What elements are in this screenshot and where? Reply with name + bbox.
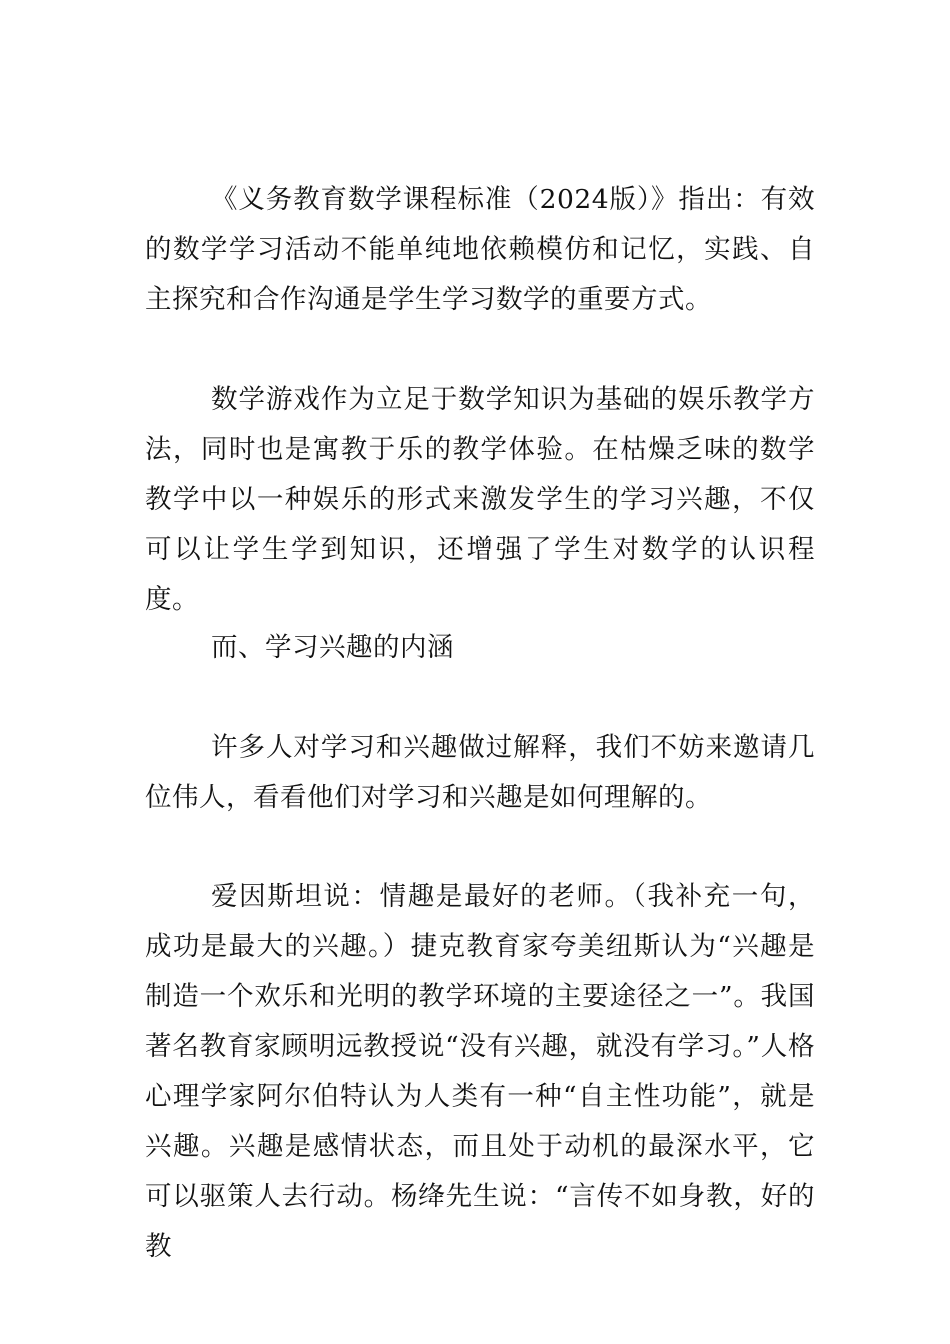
- paragraph-math-games: 数学游戏作为立足于数学知识为基础的娱乐教学方法，同时也是寓教于乐的教学体验。在枯燥乏味的数学教学中以一种娱乐的形式来激发学生的学习兴趣，不仅可以让学生学到知识，还增强了学生对数学的认识程度。: [145, 384, 815, 615]
- paragraph-great-people-intro: 许多人对学习和兴趣做过解释，我们不妨来邀请几位伟人，看看他们对学习和兴趣是如何理解的。: [145, 732, 815, 813]
- section-heading-learning-interest: 而、学习兴趣的内涵: [211, 632, 454, 663]
- paragraph-curriculum-standard: 《义务教育数学课程标准（2024版）》指出：有效的数学学习活动不能单纯地依赖模仿和记忆，实践、自主探究和合作沟通是学生学习数学的重要方式。: [145, 184, 815, 315]
- paragraph-quotes: 爱因斯坦说：情趣是最好的老师。（我补充一句，成功是最大的兴趣。）捷克教育家夸美纽斯认为“兴趣是制造一个欢乐和光明的教学环境的主要途径之一”。我国著名教育家顾明远教授说“没有兴趣，就没有学习。”人格心理学家阿尔伯特认为人类有一种“自主性功能”，就是兴趣。兴趣是感情状态，而且处于动机的最深水平，它可以驱策人去行动。杨绛先生说：“言传不如身教，好的教: [145, 881, 815, 1262]
